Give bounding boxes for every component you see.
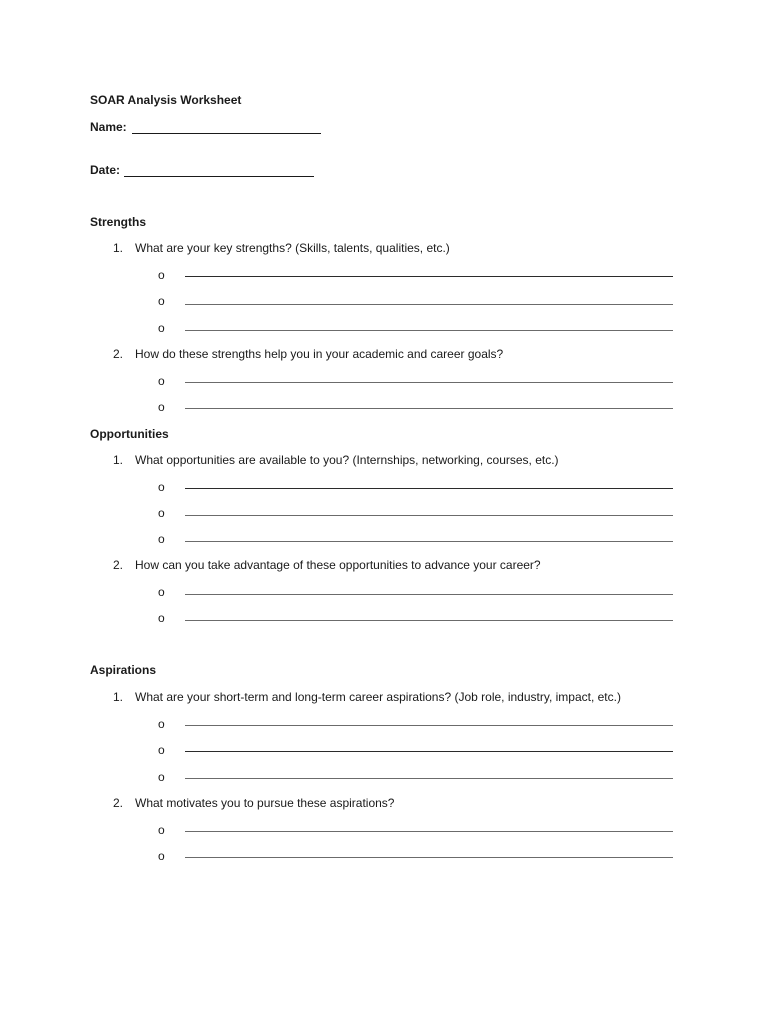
question-text: How can you take advantage of these opportunities to advance your career? (135, 558, 541, 572)
question-number: 2. (113, 558, 124, 572)
answer-line[interactable] (185, 620, 673, 621)
name-field[interactable] (132, 133, 321, 134)
bullet-icon: o (158, 532, 165, 546)
question-text: What opportunities are available to you? (Internships, networking, courses, etc.) (135, 453, 559, 467)
answer-line[interactable] (185, 831, 673, 832)
worksheet-title: SOAR Analysis Worksheet (90, 93, 242, 107)
question-number: 1. (113, 690, 124, 704)
question-number: 1. (113, 241, 124, 255)
bullet-icon: o (158, 585, 165, 599)
answer-line[interactable] (185, 725, 673, 726)
question-number: 1. (113, 453, 124, 467)
name-label: Name: (90, 120, 127, 134)
bullet-icon: o (158, 611, 165, 625)
bullet-icon: o (158, 823, 165, 837)
question-text: What are your key strengths? (Skills, talents, qualities, etc.) (135, 241, 450, 255)
bullet-icon: o (158, 743, 165, 757)
answer-line[interactable] (185, 330, 673, 331)
answer-line[interactable] (185, 857, 673, 858)
bullet-icon: o (158, 717, 165, 731)
section-heading-aspirations: Aspirations (90, 663, 157, 677)
question-text: How do these strengths help you in your academic and career goals? (135, 347, 504, 361)
answer-line[interactable] (185, 778, 673, 779)
date-label: Date: (90, 163, 121, 177)
answer-line[interactable] (185, 751, 673, 752)
section-heading-opportunities: Opportunities (90, 427, 169, 441)
bullet-icon: o (158, 294, 165, 308)
answer-line[interactable] (185, 488, 673, 489)
answer-line[interactable] (185, 515, 673, 516)
answer-line[interactable] (185, 304, 673, 305)
date-field[interactable] (124, 176, 314, 177)
answer-line[interactable] (185, 382, 673, 383)
question-number: 2. (113, 796, 124, 810)
bullet-icon: o (158, 506, 165, 520)
answer-line[interactable] (185, 408, 673, 409)
bullet-icon: o (158, 374, 165, 388)
section-heading-strengths: Strengths (90, 215, 147, 229)
bullet-icon: o (158, 321, 165, 335)
bullet-icon: o (158, 770, 165, 784)
bullet-icon: o (158, 268, 165, 282)
answer-line[interactable] (185, 594, 673, 595)
answer-line[interactable] (185, 541, 673, 542)
question-number: 2. (113, 347, 124, 361)
bullet-icon: o (158, 849, 165, 863)
question-text: What are your short-term and long-term career aspirations? (Job role, industry, impact, etc.) (135, 690, 621, 704)
question-text: What motivates you to pursue these aspirations? (135, 796, 395, 810)
bullet-icon: o (158, 480, 165, 494)
answer-line[interactable] (185, 276, 673, 277)
bullet-icon: o (158, 400, 165, 414)
